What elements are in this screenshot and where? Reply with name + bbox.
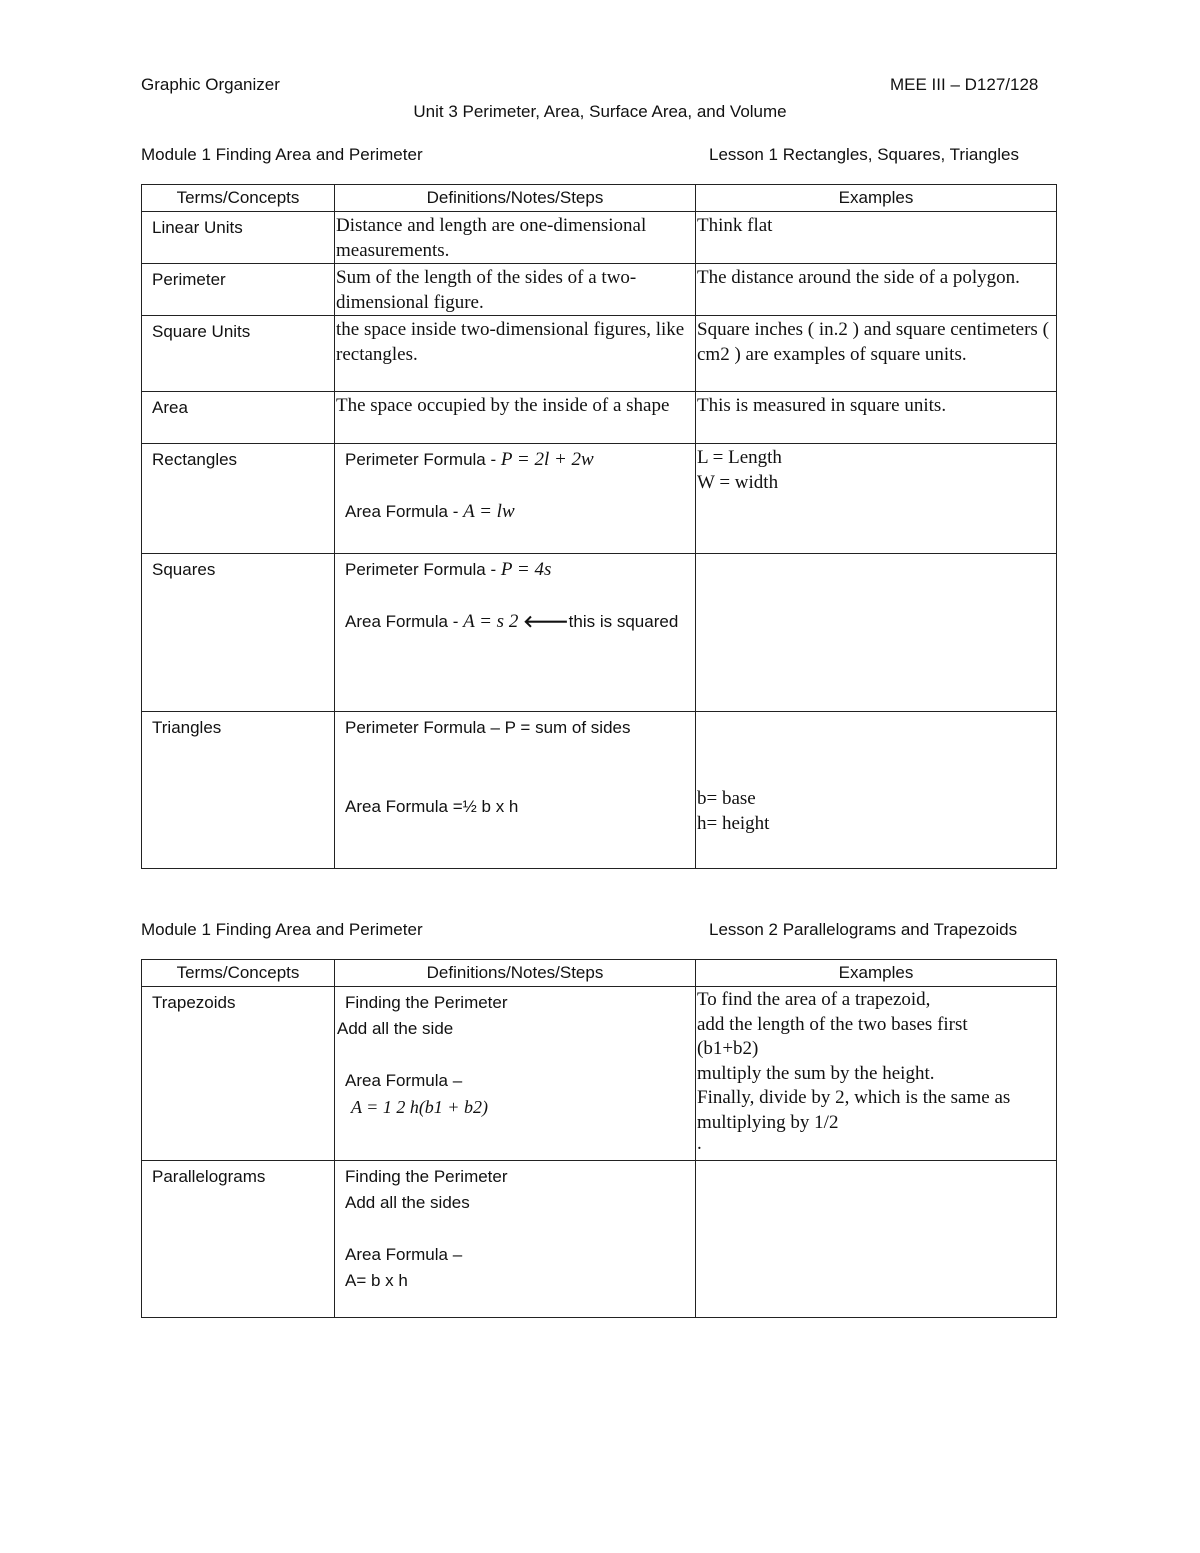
example-text: [696, 987, 1056, 1153]
term-cell: Trapezoids: [152, 993, 236, 1012]
table-row: [142, 712, 1057, 869]
lesson-2-table: [141, 959, 1057, 1318]
example-line: b= base: [697, 788, 756, 809]
example-line: h= height: [697, 813, 770, 834]
term-cell: Parallelograms: [152, 1167, 266, 1186]
lesson-1-table: [141, 184, 1057, 869]
perimeter-formula: Perimeter Formula - P = 4s: [345, 559, 552, 580]
column-header: Definitions/Notes/Steps: [335, 960, 696, 987]
perimeter-formula: Perimeter Formula - P = 2l + 2w: [345, 449, 594, 470]
table-row: [142, 554, 1057, 712]
table-header-row: [142, 960, 1057, 987]
example-line: multiply the sum by the height.: [697, 1062, 935, 1084]
table-row: [142, 1161, 1057, 1318]
column-header: Terms/Concepts: [142, 185, 335, 212]
term-cell: Square Units: [152, 322, 251, 341]
term-cell: Triangles: [152, 718, 222, 737]
perimeter-step: Add all the side: [337, 1019, 454, 1038]
example-line: multiplying by 1/2: [697, 1111, 839, 1133]
perimeter-formula: Perimeter Formula – P = sum of sides: [345, 718, 631, 737]
module-heading-2: Module 1 Finding Area and Perimeter: [141, 920, 423, 939]
example-line: Finally, divide by 2, which is the same as: [697, 1087, 1011, 1108]
formula-math: A = s 2: [463, 611, 519, 632]
area-formula: Area Formula =½ b x h: [345, 797, 519, 816]
column-header: Examples: [696, 185, 1057, 212]
definition-cell: The space occupied by the inside of a shape: [336, 395, 670, 416]
area-formula-math: A= b x h: [345, 1271, 408, 1290]
module-heading-1: Module 1 Finding Area and Perimeter: [141, 145, 423, 164]
table-row: [142, 212, 1057, 264]
table-row: [142, 316, 1057, 392]
column-header: Examples: [696, 960, 1057, 987]
formula-math: P = 2l + 2w: [500, 449, 594, 470]
page-title: Unit 3 Perimeter, Area, Surface Area, and Volume: [413, 102, 787, 121]
example-line: To find the area of a trapezoid,: [697, 989, 931, 1010]
example-line: W = width: [697, 472, 779, 493]
document-label: Graphic Organizer: [141, 75, 280, 94]
term-cell: Rectangles: [152, 450, 238, 469]
term-cell: Linear Units: [152, 218, 243, 237]
table-row: [142, 444, 1057, 554]
example-cell: The distance around the side of a polygon.: [697, 267, 1020, 288]
table-row: [142, 392, 1057, 444]
formula-math: A = lw: [463, 501, 515, 522]
table-row: [142, 987, 1057, 1161]
table-header-row: [142, 185, 1057, 212]
lesson-heading-2: Lesson 2 Parallelograms and Trapezoids: [709, 920, 1018, 939]
term-cell: Perimeter: [152, 270, 226, 289]
example-cell: This is measured in square units.: [697, 395, 947, 416]
example-cell: Square inches ( in.2 ) and square centimeters ( cm2 ) are examples of square units.: [697, 319, 1049, 365]
formula-math: P = 4s: [500, 559, 552, 580]
definition-cell: Sum of the length of the sides of a two-dimensional figure.: [336, 267, 637, 313]
perimeter-heading: Finding the Perimeter: [345, 993, 508, 1012]
course-code: MEE III – D127/128: [890, 75, 1039, 94]
definition-cell: Distance and length are one-dimensional measurements.: [336, 215, 647, 261]
example-cell: Think flat: [697, 215, 773, 236]
column-header: Definitions/Notes/Steps: [335, 185, 696, 212]
left-arrow-icon: 🡐: [523, 612, 569, 632]
term-cell: Squares: [152, 560, 216, 579]
term-cell: Area: [152, 398, 188, 417]
example-line: L = Length: [697, 447, 782, 468]
example-line: (b1+b2): [697, 1038, 759, 1059]
area-formula: Area Formula - A = lw: [345, 501, 515, 522]
example-line: add the length of the two bases first: [697, 1013, 968, 1035]
area-formula: Area Formula - A = s 2 🡐this is squared: [345, 611, 679, 632]
perimeter-heading: Finding the Perimeter: [345, 1167, 508, 1186]
column-header: Terms/Concepts: [142, 960, 335, 987]
area-formula-label: Area Formula –: [345, 1071, 463, 1090]
area-formula-label: Area Formula –: [345, 1245, 463, 1264]
definition-cell: the space inside two-dimensional figures, like rectangles.: [336, 319, 685, 365]
lesson-heading-1: Lesson 1 Rectangles, Squares, Triangles: [709, 145, 1019, 164]
example-line: .: [697, 1133, 702, 1154]
area-formula-math: A = 1 2 h(b1 + b2): [351, 1097, 488, 1117]
perimeter-step: Add all the sides: [345, 1193, 470, 1212]
table-row: [142, 264, 1057, 316]
